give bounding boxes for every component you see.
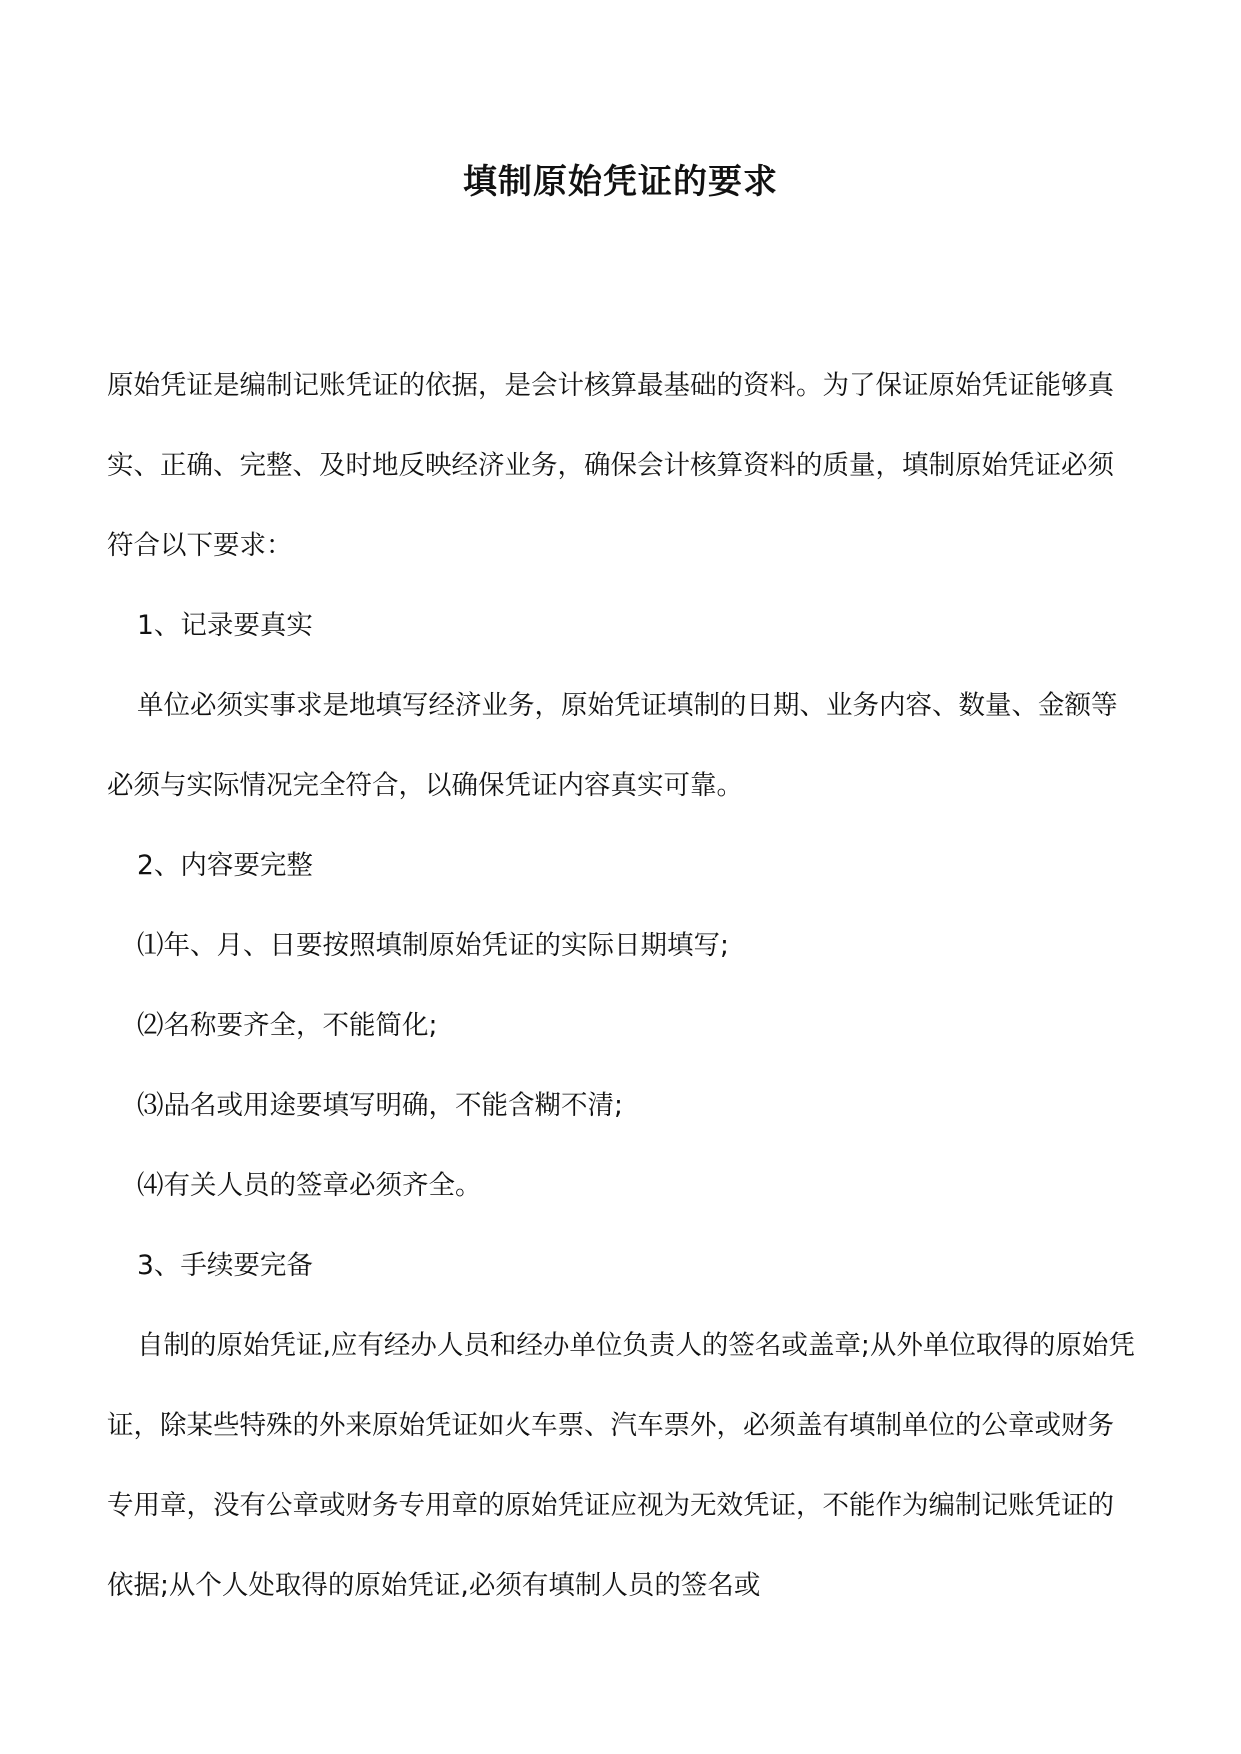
section-1-paragraph: 单位必须实事求是地填写经济业务，原始凭证填制的日期、业务内容、数量、金额等必须与实际情况完全符合，以确保凭证内容真实可靠。 [107, 690, 1118, 801]
list-item-2: ⑵名称要齐全，不能简化; [137, 1010, 438, 1041]
list-item-1: ⑴年、月、日要按照填制原始凭证的实际日期填写; [137, 930, 729, 961]
document-title: 填制原始凭证的要求 [463, 162, 778, 202]
section-heading-3: 3、手续要完备 [137, 1250, 313, 1281]
section-heading-2: 2、内容要完整 [137, 850, 313, 881]
section-3-paragraph: 自制的原始凭证,应有经办人员和经办单位负责人的签名或盖章;从外单位取得的原始凭证，除某些特殊的外来原始凭证如火车票、汽车票外，必须盖有填制单位的公章或财务专用章，没有公章或财务专用章的原始凭证应视为无效凭证，不能作为编制记账凭证的依据;从个人处取得的原始凭证,必须有填制人员的签名或 [107, 1330, 1135, 1601]
section-heading-1: 1、记录要真实 [137, 610, 313, 641]
list-item-3: ⑶品名或用途要填写明确，不能含糊不清; [137, 1090, 623, 1121]
intro-paragraph: 原始凭证是编制记账凭证的依据，是会计核算最基础的资料。为了保证原始凭证能够真实、正确、完整、及时地反映经济业务，确保会计核算资料的质量，填制原始凭证必须符合以下要求： [107, 370, 1114, 561]
list-item-4: ⑷有关人员的签章必须齐全。 [137, 1170, 482, 1201]
document-body [107, 346, 1137, 1626]
